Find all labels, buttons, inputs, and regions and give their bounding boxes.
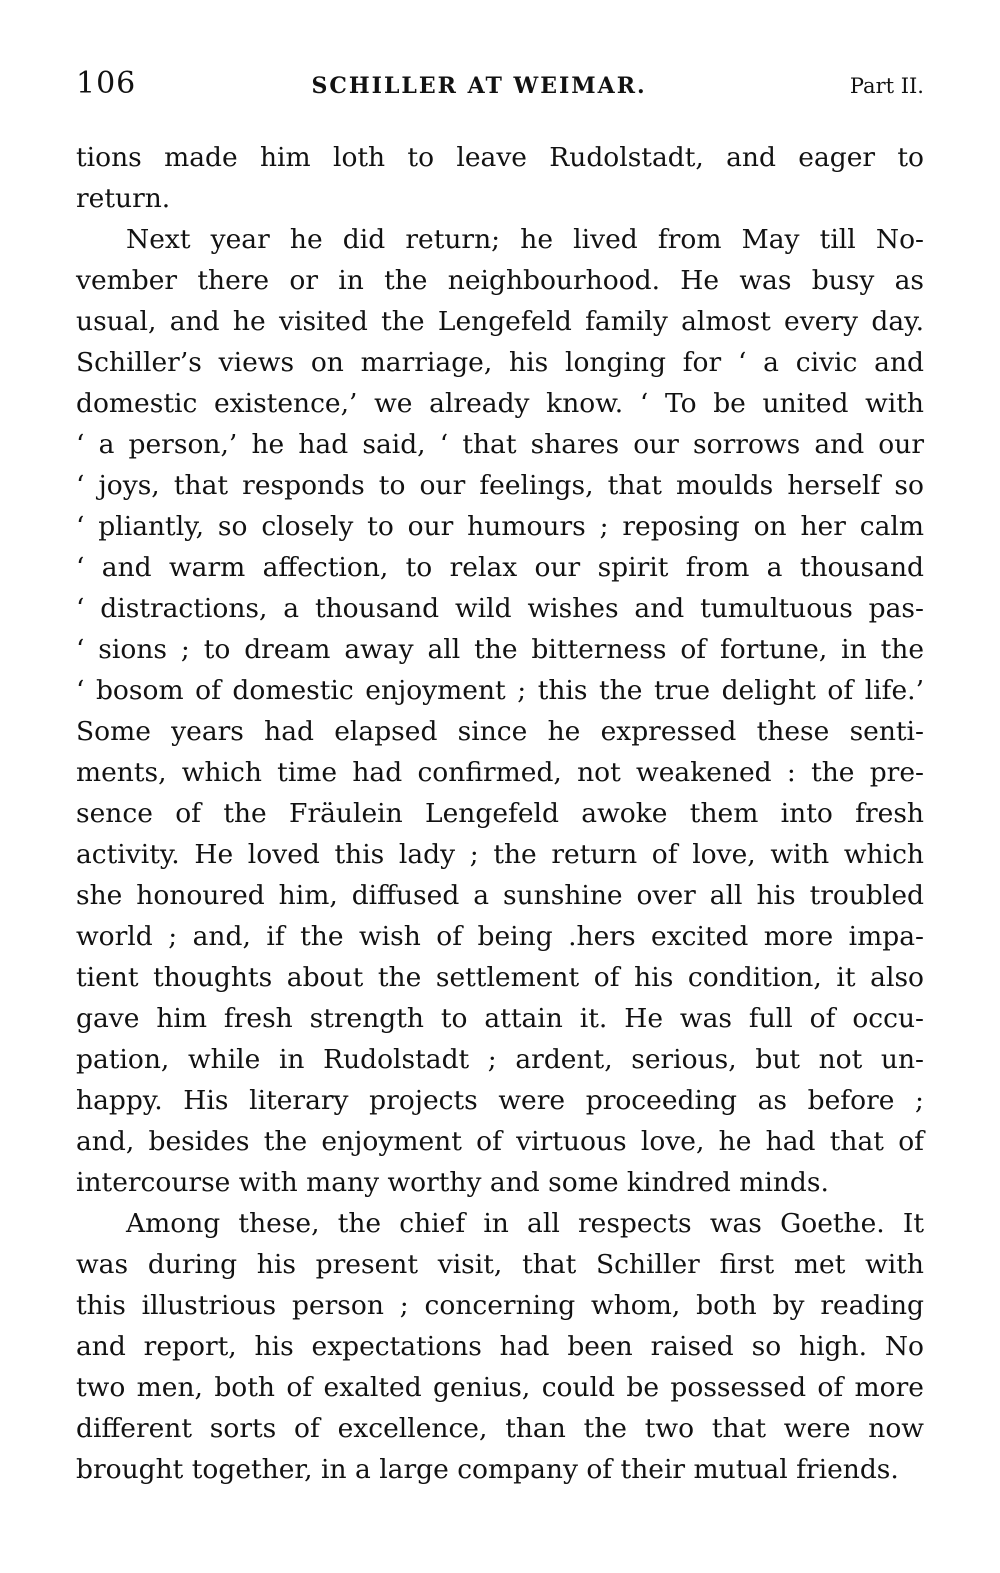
text-line: pation, while in Rudolstadt ; ardent, serious, but not un- xyxy=(76,1044,924,1075)
text-line: world ; and, if the wish of being .hers excited more impa- xyxy=(76,921,924,952)
text-line: and, besides the enjoyment of virtuous love, he had that of xyxy=(76,1126,924,1157)
page-header xyxy=(0,66,1000,101)
text-line: ments, which time had confirmed, not weakened : the pre- xyxy=(76,757,924,788)
text-line: Some years had elapsed since he expressed these senti- xyxy=(76,716,924,747)
text-line: activity. He loved this lady ; the return of love, with which xyxy=(76,839,924,870)
text-line: tient thoughts about the settlement of his condition, it also xyxy=(76,962,924,993)
text-line: two men, both of exalted genius, could be possessed of more xyxy=(76,1372,924,1403)
text-line: ‘ pliantly, so closely to our humours ; reposing on her calm xyxy=(76,511,924,542)
text-line: domestic existence,’ we already know. ‘ To be united with xyxy=(76,388,924,419)
text-line: and report, his expectations had been raised so high. No xyxy=(76,1331,924,1362)
text-line: was during his present visit, that Schiller first met with xyxy=(76,1249,924,1280)
text-line: Among these, the chief in all respects was Goethe. It xyxy=(126,1208,924,1239)
text-line: ‘ a person,’ he had said, ‘ that shares our sorrows and our xyxy=(76,429,924,460)
text-line: Next year he did return; he lived from May till No- xyxy=(126,224,924,255)
text-line: tions made him loth to leave Rudolstadt, and eager to xyxy=(76,142,924,173)
text-line: vember there or in the neighbourhood. He was busy as xyxy=(76,265,924,296)
text-line: ‘ bosom of domestic enjoyment ; this the true delight of life.’ xyxy=(76,675,924,706)
text-line: different sorts of excellence, than the two that were now xyxy=(76,1413,924,1444)
page-body xyxy=(0,137,1000,1490)
text-line: ‘ sions ; to dream away all the bitterness of fortune, in the xyxy=(76,634,924,665)
paragraph xyxy=(76,137,924,219)
paragraph xyxy=(76,219,924,1203)
text-line: intercourse with many worthy and some kindred minds. xyxy=(76,1167,829,1198)
running-title: SCHILLER AT WEIMAR. xyxy=(311,73,647,99)
text-line: she honoured him, diffused a sunshine over all his troubled xyxy=(76,880,924,911)
text-line: return. xyxy=(76,183,171,214)
text-line: brought together, in a large company of their mutual friends. xyxy=(76,1454,899,1485)
text-line: gave him fresh strength to attain it. He was full of occu- xyxy=(76,1003,924,1034)
text-line: happy. His literary projects were proceeding as before ; xyxy=(76,1085,924,1116)
text-line: ‘ distractions, a thousand wild wishes and tumultuous pas- xyxy=(76,593,924,624)
text-line: sence of the Fräulein Lengefeld awoke them into fresh xyxy=(76,798,924,829)
paragraph xyxy=(76,1203,924,1490)
text-line: this illustrious person ; concerning whom, both by reading xyxy=(76,1290,924,1321)
text-line: ‘ and warm affection, to relax our spirit from a thousand xyxy=(76,552,924,583)
part-label: Part II. xyxy=(849,74,924,98)
text-line: usual, and he visited the Lengefeld family almost every day. xyxy=(76,306,924,337)
text-line: Schiller’s views on marriage, his longing for ‘ a civic and xyxy=(76,347,924,378)
page-number: 106 xyxy=(76,66,137,101)
text-line: ‘ joys, that responds to our feelings, that moulds herself so xyxy=(76,470,924,501)
